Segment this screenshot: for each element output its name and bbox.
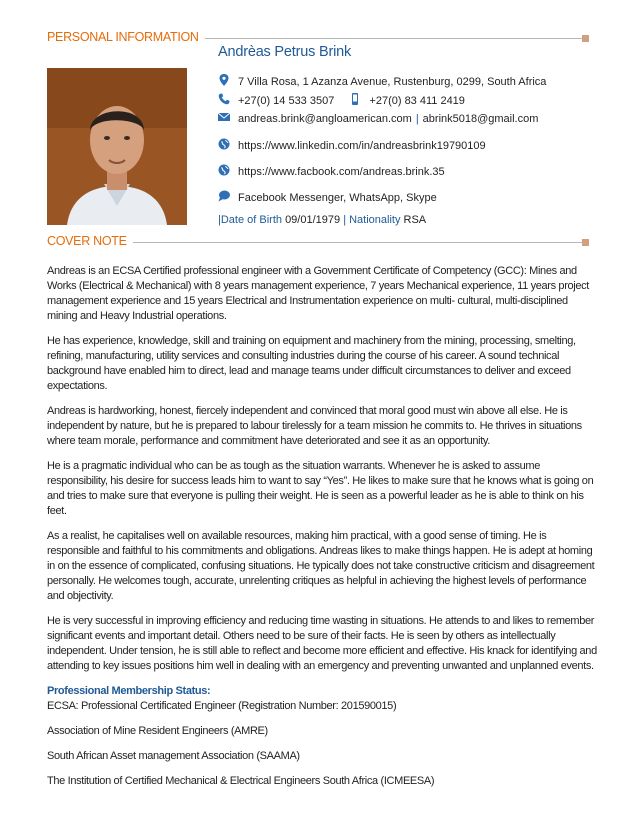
cover-paragraph: As a realist, he capitalises well on available resources, making him practical, with a good sense of timing. He is responsible and faithful to his commitments and obligations. Andreas likes to make things happen. He is adept at homing in on the essence of complicated, confusing situations. He typically does not take constructive criticism and disagreement personally. He welcomes tough, accurate, unrelenting critiques as helpful in achieving the highest levels of performance and objectivity. — [47, 530, 595, 602]
personal-rule-end — [582, 35, 589, 42]
phone-row — [218, 93, 465, 107]
membership-item: Association of Mine Resident Engineers (AMRE) — [47, 725, 268, 737]
globe-icon — [218, 164, 230, 176]
linkedin-row — [218, 138, 486, 152]
phone-icon — [218, 93, 230, 105]
facebook-row — [218, 164, 445, 178]
mobile-text: +27(0) 83 411 2419 — [369, 95, 465, 107]
email-secondary[interactable]: abrink5018@gmail.com — [422, 113, 539, 125]
email-row — [218, 111, 538, 125]
facebook-link[interactable]: https://www.facbook.com/andreas.brink.35 — [238, 166, 445, 178]
chat-bubble-icon — [218, 190, 230, 202]
map-pin-icon — [218, 74, 230, 86]
membership-item: South African Asset management Association (SAAMA) — [47, 750, 300, 762]
cover-paragraph: Andreas is an ECSA Certified professional engineer with a Government Certificate of Competency (GCC): Mines and Works (Electrical & Mechanical) with 8 years management experience, 7 years Mechanical experience, 11 years project management experience and 15 years Electrical and Instrumentation experience on multi- cultural, multi-disciplined mining and Heavy Industrial operations. — [47, 265, 589, 322]
birth-nationality-row — [218, 214, 426, 226]
membership-title: Professional Membership Status: — [47, 685, 211, 697]
nationality-value: RSA — [403, 214, 427, 226]
candidate-name: Andrèas Petrus Brink — [218, 44, 352, 60]
cover-rule-end — [582, 239, 589, 246]
dob-value: 09/01/1979 — [285, 214, 341, 226]
cover-paragraph: He is a pragmatic individual who can be as tough as the situation warrants. Whenever he is asked to assume responsibility, his desire for success leads him to want to say “Yes”. He likes to make sure that he knows what is going on and tries to make sure that everyone is pulling their weight. He is seen as a powerful leader as he is able to think on his feet. — [47, 460, 594, 517]
phone-text: +27(0) 14 533 3507 — [238, 95, 335, 107]
email-primary[interactable]: andreas.brink@angloamerican.com — [238, 113, 412, 125]
email-separator: | — [415, 113, 419, 125]
nationality-label: Nationality — [349, 214, 401, 226]
messaging-text: Facebook Messenger, WhatsApp, Skype — [238, 192, 437, 204]
dob-separator: | — [343, 214, 347, 226]
personal-heading: PERSONAL INFORMATION — [47, 30, 205, 44]
address-text: 7 Villa Rosa, 1 Azanza Avenue, Rustenburg, 0299, South Africa — [238, 76, 547, 88]
dob-label: Date of Birth — [220, 214, 282, 226]
cover-note-body — [47, 264, 599, 799]
messaging-row — [218, 190, 437, 204]
cover-heading: COVER NOTE — [47, 234, 133, 248]
cover-paragraph: He is very successful in improving efficiency and reducing time wasting in situations. He attends to and likes to remember significant events and important detail. Others need to be sure of their facts. He is seen by others as intellectually independent. Under tension, he is still able to reflect and become more efficient and effective. His knack for identifying and attending to key issues positions him well in dealing with an emergency and preventing unwanted and unplanned events. — [47, 615, 597, 672]
envelope-icon — [218, 111, 230, 123]
mobile-icon — [349, 93, 361, 105]
portrait-illustration — [47, 68, 187, 225]
cover-paragraph: He has experience, knowledge, skill and training on equipment and machinery from the mining, processing, smelting, refining, manufacturing, utility services and consulting industries during the course of his career. A sound technical background have enabled him to direct, lead and manage teams under difficult circumstances to deliver and exceed expectations. — [47, 335, 576, 392]
globe-icon — [218, 138, 230, 150]
linkedin-link[interactable]: https://www.linkedin.com/in/andreasbrink19790109 — [238, 140, 486, 152]
cover-paragraph: Andreas is hardworking, honest, fiercely independent and convinced that moral good must win above all else. He is independent by nature, but he is prepared to labour tirelessly for a team mission he commits to. He thrives in situations where team morale, performance and commitment have deteriorated and see it as an opportunity. — [47, 405, 582, 447]
profile-photo — [47, 68, 187, 225]
membership-item: The Institution of Certified Mechanical & Electrical Engineers South Africa (ICMEESA) — [47, 775, 435, 787]
address-row — [218, 74, 546, 88]
membership-item: ECSA: Professional Certificated Engineer (Registration Number: 201590015) — [47, 700, 397, 712]
dob-prefix: | — [218, 214, 221, 226]
